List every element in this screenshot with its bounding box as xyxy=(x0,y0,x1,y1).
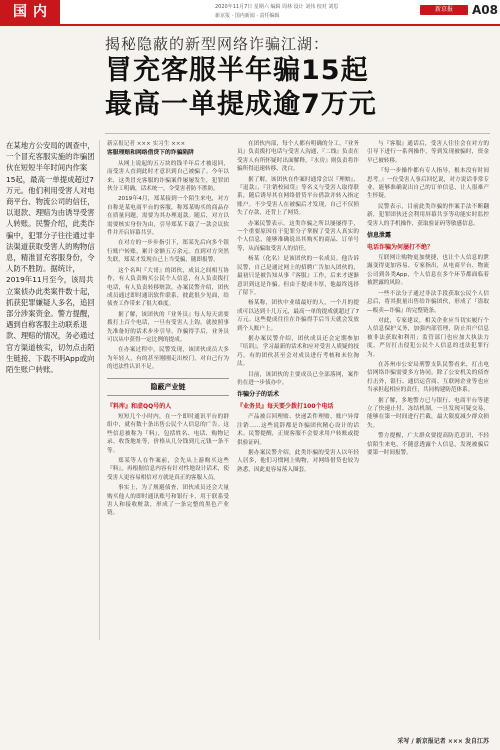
headline-block xyxy=(105,34,490,122)
subsection-heading: 信息泄露 xyxy=(367,232,392,240)
paragraph: 从网上说起的五万块的钱半年后才被退回，而受害人直到此时才意识到自己被骗了。今年以来，这类冒充客服的诈骗案件屡屡发生，犯罪团伙分工明确，话术统一，令受害者防不胜防。 xyxy=(107,160,229,193)
paragraph: 据办案民警介绍，团伙成员还会定期参加『培训』，学习最新的话术和应对受害人质疑的技巧，有的团伙甚至会对成员进行考核和末位淘汰。 xyxy=(237,335,359,368)
section-kicker: 客服理赔和网络借贷下的诈骗陷阱 xyxy=(107,150,194,157)
page-number: A08 xyxy=(472,3,498,17)
headline-line-1: 冒充客服半年骗15起 xyxy=(105,55,369,86)
article-column-2 xyxy=(237,140,359,740)
masthead-rule xyxy=(0,24,500,26)
headline-line-2: 最高一单提成逾7万元 xyxy=(105,89,377,120)
paragraph: 据了解，多地警方已与银行、电商平台等建立了快速止付、冻结机制，一旦发现可疑交易，能够在第一时间进行拦截，最大限度减少群众损失。 xyxy=(367,397,489,429)
subsection-title: 隐蔽产业链 xyxy=(150,382,186,391)
reporter-credit: 新京报记者 ××× 实习生 ××× xyxy=(107,141,186,147)
paragraph: 2019年4月，郑某接到一个陌生来电，对方自称是某电商平台的客服，称郑某购买的商品存在质量问题，需要为其办理退款。随后，对方以需要核实身份为由，引导郑某下载了一款会议软件并开启屏幕共享。 xyxy=(107,196,229,237)
sidebar-text: 在某地方公安局的调查中，一个冒充客服实施的诈骗团伙在短短半年时间内作案15起，最高一单提成超过7万元。他们利用受害人对电商平台、物流公司的信任，以退款、理赔为由诱导受害人转账。民警介绍，此类诈骗中，犯罪分子往往通过非法渠道获取受害人的购物信息，精准冒充客服身份，令人防不胜防。据统计，2019年11月至今，该局共立案侦办此类案件数十起，抓获犯罪嫌疑人多名，追回部分涉案资金。警方提醒，遇到自称客服主动联系退款、理赔的情况，务必通过官方渠道核实，切勿点击陌生链接、下载不明App或向陌生账户转账。 xyxy=(6,141,95,375)
sidebar-summary xyxy=(6,140,100,640)
paragraph: 产品被召回理赔、快递丢件理赔、账户异常注销……这些说辞都是诈骗团伙精心设计的话术。民警提醒，正规客服不会要求用户转账或提供验证码。 xyxy=(237,414,359,446)
subsection-box xyxy=(107,378,229,396)
paragraph: 短短几个小时内，在一个即时通讯平台的群组中，就有数十条出售公民个人信息的广告。这些信息被称为『料』，包括姓名、电话、购物记录、收货地址等，价格从几分钱到几元钱一条不等。 xyxy=(107,413,229,454)
paragraph: 据了解，该团伙的『业务员』每人每天需要拨打上百个电话，一旦有受害人上钩，就按照事先准备好的话术步步引导。诈骗得手后，业务员可以从中获得一定比例的提成。 xyxy=(107,311,229,343)
section-label: 国内 xyxy=(0,0,60,24)
headline-subtitle: 揭秘隐蔽的新型网络诈骗江湖： xyxy=(105,35,330,53)
paragraph: 据了解，该团伙在作案时通常会以『理赔』、『退款』、『注销校园贷』等名义与受害人取得联系，随后诱导其在网络借贷平台借款并转入指定账户。不少受害人在被骗后才发现，自己不仅损失了存款，还背上了网贷。 xyxy=(237,176,359,217)
paragraph: 事实上，为了规避侦查，团伙成员还会大量购买他人的即时通讯账号和银行卡，用于联系受害人和接收赃款，形成了一条完整的黑色产业链。 xyxy=(107,485,229,517)
paragraph: 郑某等人在作案前，会先从上游购买这些『料』，再根据信息内容有针对性地设计话术，使受害人更容易相信对方就是真正的客服人员。 xyxy=(107,458,229,481)
paragraph: 与『客服』通话后，受害人往往会在对方的引导下进行一系列操作，等到发现被骗时，资金早已被转移。 xyxy=(367,141,489,164)
paragraph: 这个名叫『大哥』的团伙，成员之间相互协作，有人负责购买公民个人信息，有人负责拨打电话，有人负责转移赃款。办案民警介绍，团伙成员通过即时通讯软件联系，彼此很少见面，给侦查工作带来了很大难度。 xyxy=(107,267,229,308)
paragraph: 『每一步操作都有专人指导，根本没有时间思考。』一位受害人事后回忆说，对方说话非常专业，能够准确说出自己的订单信息，让人很难产生怀疑。 xyxy=(367,168,489,200)
editors-line: 新京报 · 国内新闻 · 责任编辑 xyxy=(215,13,280,19)
paragraph: 杨某称，团伙中业绩最好的人，一个月的提成可以达到十几万元，最高一单的提成就超过了7万元。这些提成往往在诈骗得手后当天就会发放到个人账户上。 xyxy=(237,300,359,332)
paragraph: 一些不法分子通过非法手段获取公民个人信息后，将其批量出售给诈骗团伙，形成了『盗取—贩卖—诈骗』的完整链条。 xyxy=(367,290,489,314)
subsection-heading-red: 『业务员』每天要少拨打100个电话 xyxy=(237,403,334,411)
paragraph: 办案民警表示，这类诈骗之所以屡屡得手，一个重要原因在于犯罪分子掌握了受害人真实的个人信息，能够准确说出其购买的商品、订单号等，从而骗取受害人的信任。 xyxy=(237,220,359,252)
article-column-1 xyxy=(107,140,229,740)
subsection-heading: 『料库』和虚QQ号的人 xyxy=(107,402,172,410)
subsection-heading: 诈骗分子的话术 xyxy=(237,391,280,399)
paragraph: 在办案过程中，民警发现，该团伙成员大多为年轻人，有的甚至刚刚走出校门，对自己行为的违法性认识不足。 xyxy=(107,347,229,371)
paragraph: 在对方的一步步指引下，郑某先后向多个银行账户转账，累计金额五万余元。直到对方突然失联，郑某才发现自己上当受骗，随即报警。 xyxy=(107,240,229,264)
subsection-heading-red: 电话诈骗为何屡打不绝？ xyxy=(367,244,434,252)
masthead xyxy=(0,0,500,24)
paragraph: 目前，该团伙的主要成员已全部落网，案件仍在进一步侦办中。 xyxy=(237,371,359,386)
paragraph: 据办案民警介绍，此类诈骗的受害人以年轻人居多，他们习惯网上购物，对网络借贷也较为熟悉，因此更容易落入圈套。 xyxy=(237,450,359,473)
paragraph: 互联网让购物更加便捷，也让个人信息的泄露变得更加容易。专家指出，从电商平台、物流公司到各类App，个人信息在多个环节都面临着被泄露的风险。 xyxy=(367,255,489,287)
byline: 采写 / 新京报记者 ××× 发自江苏 xyxy=(397,738,489,745)
paragraph: 警方提醒，广大群众要提高防范意识，不轻信陌生来电，不随意透露个人信息，发现被骗后要第一时间报警。 xyxy=(367,433,489,456)
paragraph: 对此，专家建议，相关企业应当切实履行个人信息保护义务，加强内部管理，防止用户信息被非法获取和利用；监管部门也应加大执法力度，严厉打击侵犯公民个人信息的违法犯罪行为。 xyxy=(367,317,489,358)
paragraph: 杨某（化名）是该团伙的一名成员。他告诉民警，自己是通过网上的招聘广告加入团伙的，最初只是被告知从事『客服』工作，后来才逐渐意识到这是诈骗。但由于提成丰厚，他最终选择了留下。 xyxy=(237,256,359,296)
paragraph: 在团伙内部，每个人都有明确的分工。『业务员』负责拨打电话与受害人沟通，『二线』负责在受害人有所怀疑时出面解释，『水房』则负责将诈骗所得迅速转移、洗白。 xyxy=(237,141,359,173)
date-line: 2020年11月7日 星期六 编辑 周林 设计 刘伟 校对 刘思 xyxy=(215,4,339,10)
paragraph: 民警表示，目前此类诈骗的作案手法不断翻新，犯罪团伙还会利用屏幕共享等功能实时监控受害人的手机操作，获取验证码等敏感信息。 xyxy=(367,203,489,227)
headline-divider xyxy=(105,133,490,134)
newspaper-badge: 新京报 xyxy=(420,5,468,15)
paragraph: 在苏州市公安局刑警支队民警看来，打击电信网络诈骗需要多方协同。除了公安机关的侦查打击外，银行、通信运营商、互联网企业等也应当承担起相应的责任，共同构建防范体系。 xyxy=(367,361,489,394)
article-column-3 xyxy=(367,140,489,740)
